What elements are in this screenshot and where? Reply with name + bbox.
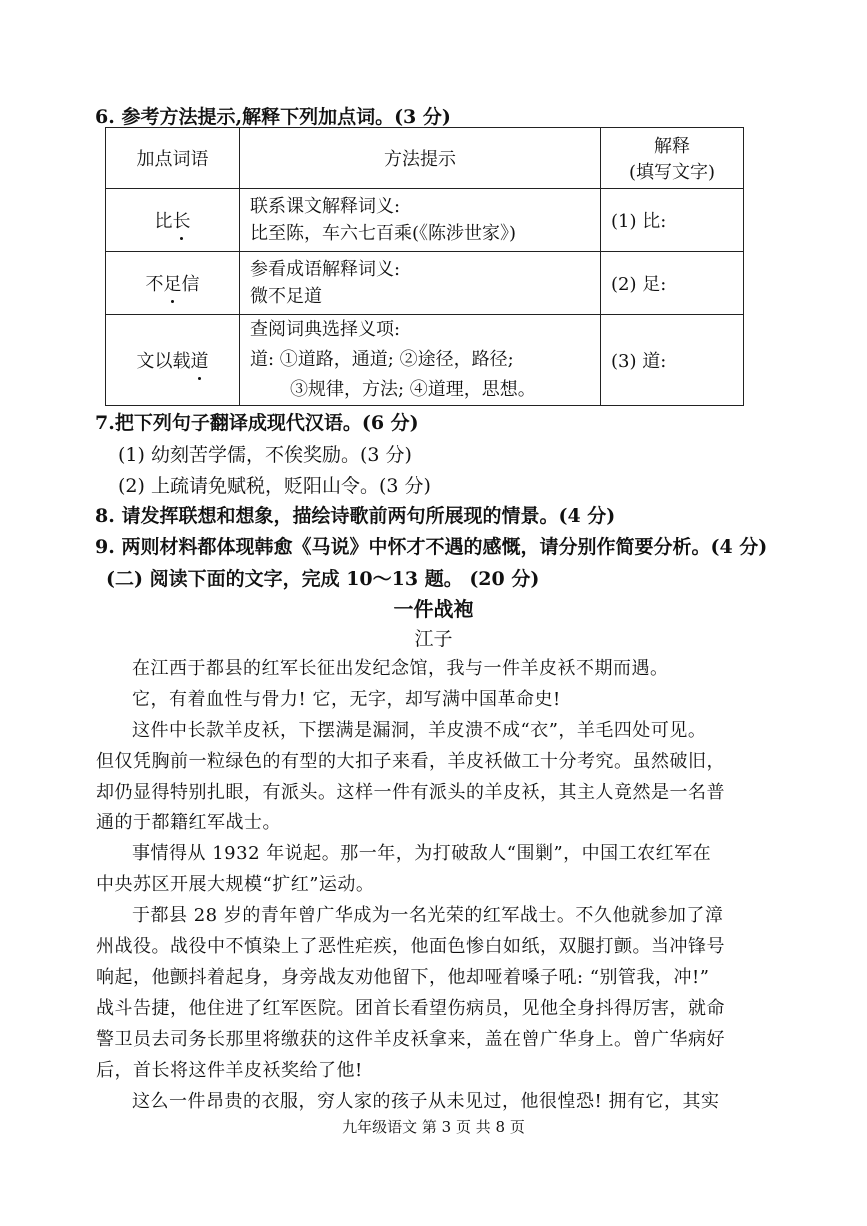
emphasis-dot-char: 足 — [164, 270, 182, 296]
header-explain-line2: (填写文字) — [628, 162, 716, 183]
section-heading: (二) 阅读下面的文字，完成 10～13 题。 (20 分) — [106, 568, 540, 590]
q6-table — [105, 127, 744, 406]
emphasis-dot-char: 长 — [173, 207, 191, 233]
article-line: 但仅凭胸前一粒绿色的有型的大扣子来看，羊皮袄做工十分考究。虽然破旧， — [96, 751, 725, 772]
dotted-word: 文以载道 — [106, 315, 240, 406]
q6-title: 6. 参考方法提示,解释下列加点词。(3 分) — [95, 106, 451, 128]
article-line: 州战役。战役中不慎染上了恶性疟疾，他面色惨白如纸，双腿打颤。当冲锋号 — [96, 936, 725, 957]
article-line: 在江西于都县的红军长征出发纪念馆，我与一件羊皮袄不期而遇。 — [132, 658, 669, 679]
article-author: 江子 — [414, 628, 453, 650]
answer-blank: (1) 比: — [601, 189, 744, 252]
article-line: 它，有着血性与骨力! 它，无字，却写满中国革命史! — [132, 689, 561, 710]
header-explain — [601, 128, 744, 189]
method-hint: 查阅词典选择义项: 道: ①道路，通道; ②途径，路径; ③规律，方法; ④道理，思想。 — [240, 315, 601, 406]
dotted-word: 比长 — [106, 189, 240, 252]
article-line: 中央苏区开展大规模“扩红”运动。 — [96, 874, 375, 895]
article-line: 这件中长款羊皮袄，下摆满是漏洞，羊皮溃不成“衣”，羊毛四处可见。 — [132, 720, 707, 741]
header-hint: 方法提示 — [240, 128, 601, 189]
method-hint: 参看成语解释词义: 微不足道 — [240, 252, 601, 315]
header-explain-line1: 解释 — [654, 136, 690, 157]
table-row — [106, 189, 744, 252]
article-line: 通的于都籍红军战士。 — [96, 812, 281, 833]
article-line: 却仍显得特别扎眼，有派头。这样一件有派头的羊皮袄，其主人竟然是一名普 — [96, 782, 725, 803]
table-row — [106, 315, 744, 406]
method-hint: 联系课文解释词义: 比至陈，车六七百乘(《陈涉世家》) — [240, 189, 601, 252]
header-word: 加点词语 — [106, 128, 240, 189]
article-line: 这么一件昂贵的衣服，穷人家的孩子从未见过，他很惶恐! 拥有它，其实 — [132, 1091, 720, 1112]
q7-item-2: (2) 上疏请免赋税，贬阳山令。(3 分) — [118, 475, 431, 497]
article-line: 警卫员去司务长那里将缴获的这件羊皮袄拿来，盖在曾广华身上。曾广华病好 — [96, 1029, 725, 1050]
q7-title: 7.把下列句子翻译成现代汉语。(6 分) — [95, 412, 419, 434]
q9-title: 9. 两则材料都体现韩愈《马说》中怀才不遇的感慨，请分别作简要分析。(4 分) — [95, 536, 768, 558]
emphasis-dot-char: 道 — [191, 347, 209, 373]
q8-title: 8. 请发挥联想和想象，描绘诗歌前两句所展现的情景。(4 分) — [95, 505, 616, 527]
article-line: 响起，他颤抖着起身，身旁战友劝他留下，他却哑着嗓子吼: “别管我，冲!” — [96, 967, 710, 988]
table-row — [106, 252, 744, 315]
dotted-word: 不足信 — [106, 252, 240, 315]
page-footer: 九年级语文 第 3 页 共 8 页 — [342, 1118, 525, 1136]
q7-item-1: (1) 幼刻苦学儒，不俟奖励。(3 分) — [118, 444, 412, 466]
article-line: 事情得从 1932 年说起。那一年，为打破敌人“围剿”，中国工农红军在 — [132, 843, 712, 864]
answer-blank: (2) 足: — [601, 252, 744, 315]
answer-blank: (3) 道: — [601, 315, 744, 406]
article-title: 一件战袍 — [393, 597, 474, 621]
article-line: 后，首长将这件羊皮袄奖给了他! — [96, 1060, 363, 1081]
article-line: 战斗告捷，他住进了红军医院。团首长看望伤病员，见他全身抖得厉害，就命 — [96, 998, 725, 1019]
article-line: 于都县 28 岁的青年曾广华成为一名光荣的红军战士。不久他就参加了漳 — [132, 905, 724, 926]
